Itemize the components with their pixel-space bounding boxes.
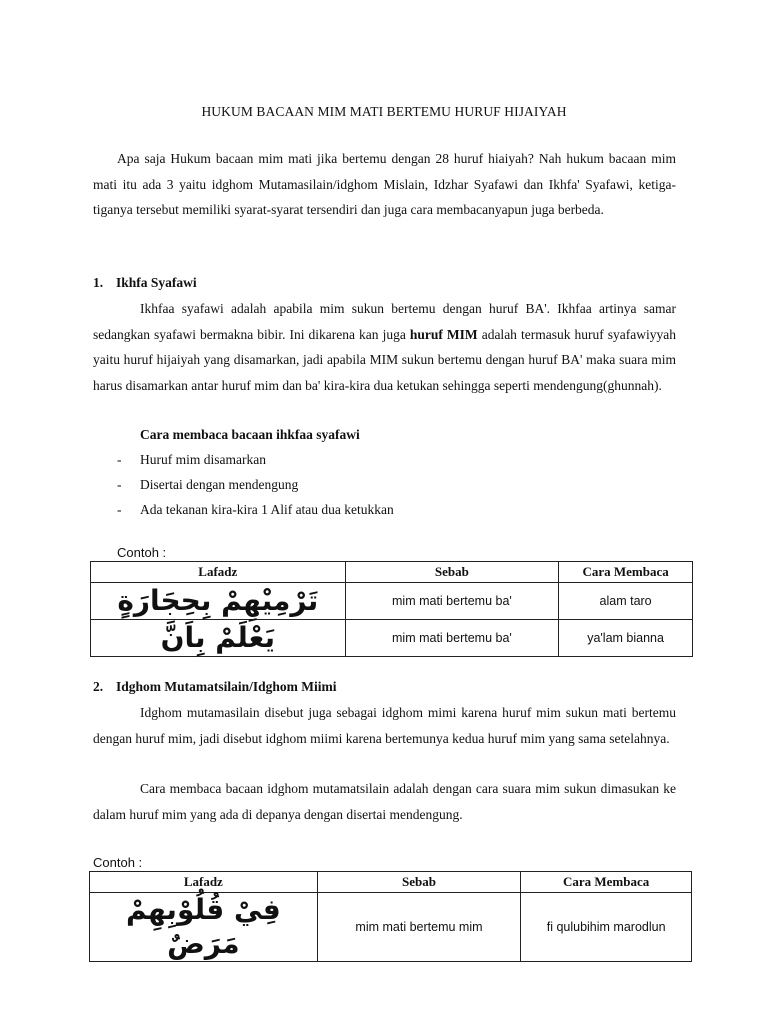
section1-para-bold: huruf MIM bbox=[409, 326, 478, 342]
bullet-item: - Huruf mim disamarkan bbox=[117, 452, 266, 467]
section1-para-a: Ikhfaa syafawi adalah apabila mim sukun bertemu dengan huruf BA'. Ikhfaa artinya samar sedangkan syafawi bermakna bibir. Ini dikarena kan juga bbox=[93, 301, 676, 342]
cara-membaca-cell: fi qulubihim marodlun bbox=[521, 893, 692, 962]
cara-membaca-cell: alam taro bbox=[559, 583, 693, 620]
bullet-text: Huruf mim disamarkan bbox=[140, 452, 266, 467]
sebab-cell: mim mati bertemu ba' bbox=[345, 583, 559, 620]
section2-para-a: Idghom mutamasilain disebut juga sebagai idghom mimi karena huruf mim sukun mati bertemu dengan huruf mim, jadi disebut idghom miimi karena bertemunya kedua huruf mim yang sama setelahnya. bbox=[93, 705, 676, 746]
section1-table bbox=[90, 561, 693, 657]
section2-paragraph-b bbox=[93, 776, 676, 827]
page-title: HUKUM BACAAN MIM MATI BERTEMU HURUF HIJAIYAH bbox=[201, 104, 567, 119]
section2-heading-text: Idghom Mutamatsilain/Idghom Miimi bbox=[116, 679, 337, 694]
table-row bbox=[91, 620, 693, 657]
lafadz-cell: فِيْ قُلُوْبِهِمْ مَرَضٌ bbox=[90, 893, 318, 962]
table-row bbox=[91, 583, 693, 620]
sebab-cell: mim mati bertemu mim bbox=[317, 893, 521, 962]
table-header-cell: Cara Membaca bbox=[559, 562, 693, 583]
section1-heading-text: Ikhfa Syafawi bbox=[116, 275, 197, 290]
table-header-cell: Lafadz bbox=[90, 872, 318, 893]
section1-heading bbox=[93, 275, 197, 291]
table-header-row bbox=[91, 562, 693, 583]
table-header-row bbox=[90, 872, 692, 893]
lafadz-cell: يَعْلَمْ بِاَنَّ bbox=[91, 620, 346, 657]
section2-table bbox=[89, 871, 692, 962]
section1-number: 1. bbox=[93, 275, 104, 290]
section2-contoh-label: Contoh : bbox=[93, 855, 143, 870]
intro-paragraph bbox=[93, 146, 676, 223]
bullet-item: - Disertai dengan mendengung bbox=[117, 477, 299, 492]
sebab-cell: mim mati bertemu ba' bbox=[345, 620, 559, 657]
section1-contoh-label: Contoh : bbox=[117, 545, 167, 560]
section2-heading bbox=[93, 679, 337, 695]
intro-text: Apa saja Hukum bacaan mim mati jika bertemu dengan 28 huruf hiaiyah? Nah hukum bacaan mim mati itu ada 3 yaitu idghom Mutamasilain/idghom Mislain, Idzhar Syafawi dan Ikhfa' Syafawi, ketiga-tiganya tersebut memiliki syarat-syarat tersendiri dan juga cara membacanyapun juga berbeda. bbox=[93, 151, 676, 217]
section2-number: 2. bbox=[93, 679, 104, 694]
section1-paragraph bbox=[93, 296, 676, 398]
bullet-text: Disertai dengan mendengung bbox=[140, 477, 299, 492]
bullet-text: Ada tekanan kira-kira 1 Alif atau dua ketukkan bbox=[140, 502, 394, 517]
table-row bbox=[90, 893, 692, 962]
section1-subheading: Cara membaca bacaan ihkfaa syafawi bbox=[140, 427, 360, 442]
section1-para-b: adalah termasuk huruf syafawiyyah yaitu huruf hijaiyah yang disamarkan, jadi apabila MIM sukun bertemu dengan huruf BA' maka suara mim harus disamarkan antar huruf mim dan ba' kira-kira dua ketukan sehingga seperti mendengung(ghunnah). bbox=[93, 326, 677, 393]
table-header-cell: Lafadz bbox=[91, 562, 346, 583]
cara-membaca-cell: ya'lam bianna bbox=[559, 620, 693, 657]
table-header-cell: Sebab bbox=[345, 562, 559, 583]
table-header-cell: Cara Membaca bbox=[521, 872, 692, 893]
bullet-item: - Ada tekanan kira-kira 1 Alif atau dua ketukkan bbox=[117, 502, 394, 517]
table-header-cell: Sebab bbox=[317, 872, 521, 893]
lafadz-cell: تَرْمِيْهِمْ بِحِجَارَةٍ bbox=[91, 583, 346, 620]
section2-paragraph-a bbox=[93, 700, 676, 751]
section2-para-b: Cara membaca bacaan idghom mutamatsilain adalah dengan cara suara mim sukun dimasukan ke dalam huruf mim yang ada di depanya dengan disertai mendengung. bbox=[93, 781, 676, 822]
